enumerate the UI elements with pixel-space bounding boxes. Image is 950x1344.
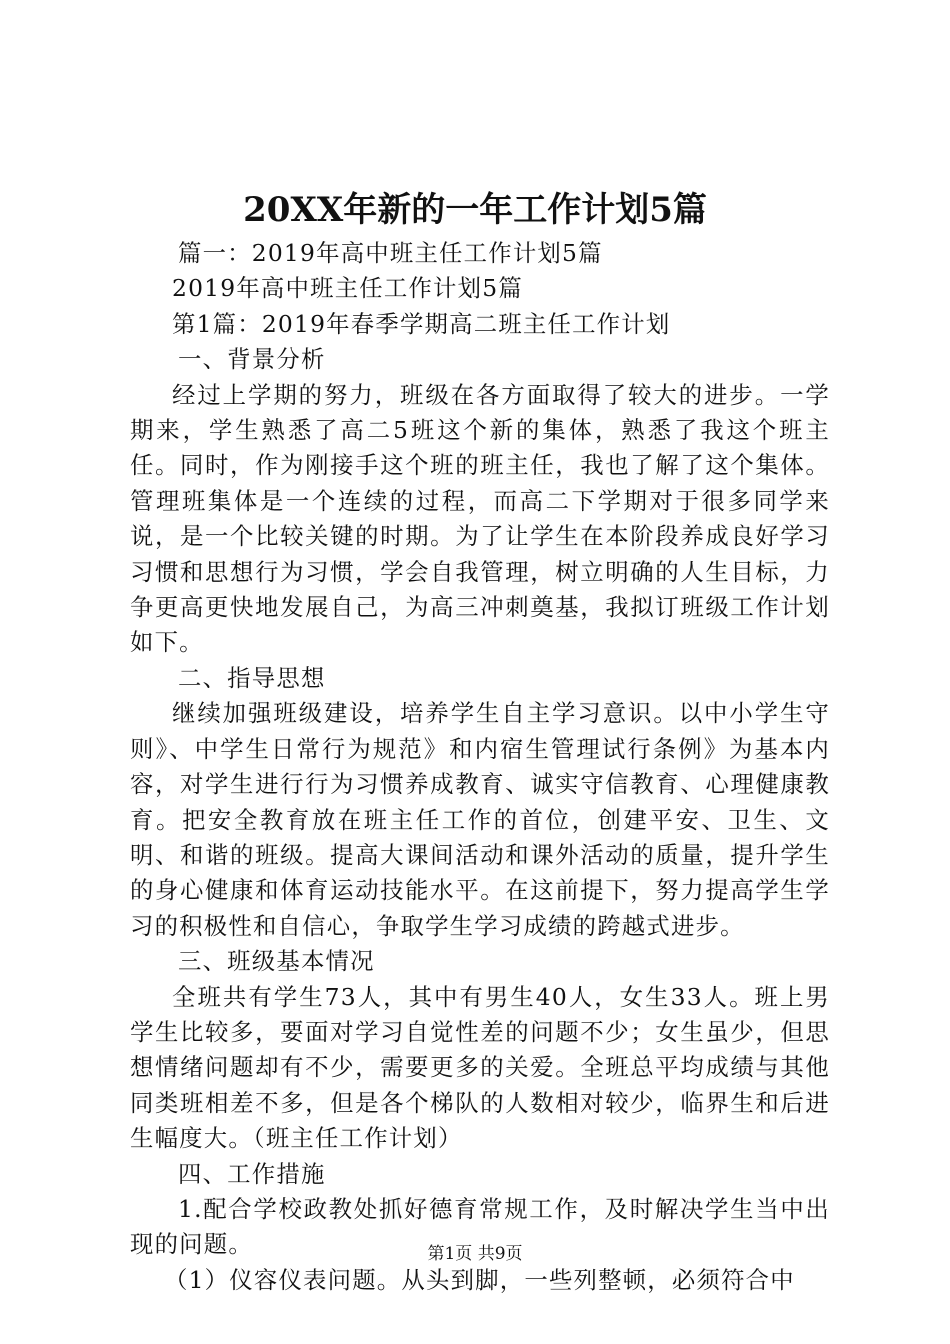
paragraph-section-title: 第1篇：2019年春季学期高二班主任工作计划 bbox=[172, 309, 671, 338]
heading-class-situation: 三、班级基本情况 bbox=[178, 947, 375, 976]
document-body bbox=[130, 236, 830, 1298]
paragraph-class-situation: 全班共有学生73人，其中有男生40人，女生33人。班上男学生比较多，要面对学习自觉性差的问题不少；女生虽少，但思想情绪问题却有不少，需要更多的关爱。全班总平均成绩与其他同类班相差不多，但是各个梯队的人数相对较少，临界生和后进生幅度大。（班主任工作计划） bbox=[130, 982, 830, 1153]
heading-background: 一、背景分析 bbox=[178, 345, 326, 374]
heading-measures: 四、工作措施 bbox=[178, 1159, 326, 1188]
paragraph-guiding-idea: 继续加强班级建设，培养学生自主学习意识。以中小学生守则》、中学生日常行为规范》和内宿生管理试行条例》为基本内容，对学生进行行为习惯养成教育、诚实守信教育、心理健康教育。把安全教育放在班主任工作的首位，创建平安、卫生、文明、和谐的班级。提高大课间活动和课外活动的质量，提升学生的身心健康和体育运动技能水平。在这前提下，努力提高学生学习的积极性和自信心，争取学生学习成绩的跨越式进步。 bbox=[130, 699, 830, 940]
paragraph-measure-1-1: （1）仪容仪表问题。从头到脚，一些列整顿，必须符合中 bbox=[164, 1265, 795, 1294]
paragraph-chapter-heading: 篇一：2019年高中班主任工作计划5篇 bbox=[178, 239, 603, 267]
document-title: 20XX年新的一年工作计划5篇 bbox=[243, 190, 707, 230]
paragraph-background: 经过上学期的努力，班级在各方面取得了较大的进步。一学期来，学生熟悉了高二5班这个新的集体，熟悉了我这个班主任。同时，作为刚接手这个班的班主任，我也了解了这个集体。管理班集体是一个连续的过程，而高二下学期对于很多同学来说，是一个比较关键的时期。为了让学生在本阶段养成良好学习习惯和思想行为习惯，学会自我管理，树立明确的人生目标，力争更高更快地发展自己，为高三冲刺奠基，我拟订班级工作计划如下。 bbox=[130, 380, 830, 657]
paragraph-measure-1: 1.配合学校政教处抓好德育常规工作，及时解决学生当中出现的问题。 bbox=[130, 1194, 830, 1259]
page-footer: 第1页 共9页 bbox=[427, 1244, 523, 1264]
paragraph-subtitle: 2019年高中班主任工作计划5篇 bbox=[172, 274, 523, 303]
heading-guiding-idea: 二、指导思想 bbox=[178, 663, 326, 692]
